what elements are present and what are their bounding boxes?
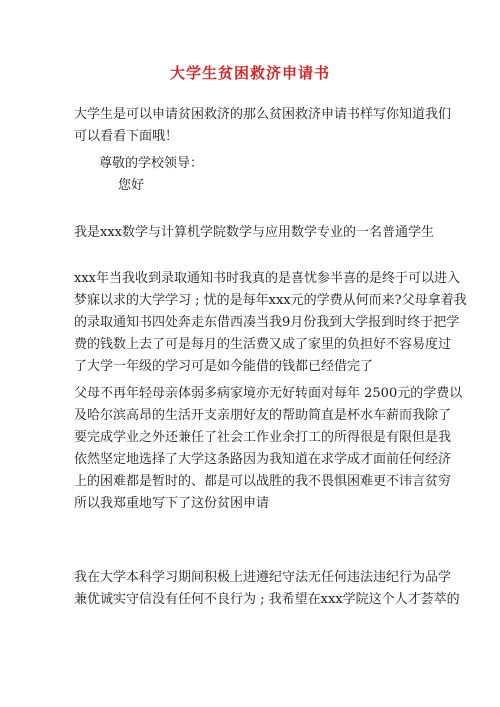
body-paragraph-3 bbox=[74, 383, 463, 515]
paragraph-line: 上的困难都是暂时的、都是可以战胜的我不畏惧困难更不讳言贫穷 bbox=[74, 474, 452, 489]
intro-line: 可以看看下面哦！ bbox=[74, 129, 179, 144]
paragraph-line: 父母不再年轻母亲体弱多病家境亦无好转面对每年 2500元的学费以 bbox=[74, 386, 463, 401]
greeting bbox=[118, 175, 478, 197]
body-paragraph-2 bbox=[74, 268, 467, 378]
salutation-text: 尊敬的学校领导： bbox=[99, 156, 204, 171]
paragraph-line: 费的钱数上去了可是每月的生活费又成了家里的负担好不容易度过 bbox=[74, 337, 452, 352]
paragraph-line: 我在大学本科学习期间积极上进遵纪守法无任何违法违纪行为品学 bbox=[74, 570, 452, 585]
document-title: 大学生贫困救济申请书 bbox=[169, 64, 330, 82]
paragraph-line: 我是xxx数学与计算机学院数学与应用数学专业的一名普通学生 bbox=[74, 225, 434, 240]
paragraph-line: 兼优诚实守信没有任何不良行为 ; 我希望在xxx学院这个人才荟萃的 bbox=[74, 592, 460, 607]
paragraph-line: 的录取通知书四处奔走东借西凑当我9月份我到大学报到时终于把学 bbox=[74, 315, 460, 330]
paragraph-line: 了大学一年级的学习可是如今能借的钱都已经借完了 bbox=[74, 359, 374, 374]
paragraph-line: 依然坚定地选择了大学这条路因为我知道在求学成才面前任何经济 bbox=[74, 452, 452, 467]
body-paragraph-4 bbox=[74, 567, 460, 611]
paragraph-line: 所以我郑重地写下了这份贫困申请 bbox=[74, 496, 270, 511]
intro-paragraph bbox=[74, 104, 452, 148]
paragraph-line: 要完成学业之外还兼任了社会工作业余打工的所得很是有限但是我 bbox=[74, 430, 452, 445]
paragraph-line: 梦寐以求的大学学习 ; 忧的是每年xxx元的学费从何而来?父母拿着我 bbox=[74, 293, 467, 308]
body-paragraph-1 bbox=[74, 222, 434, 244]
greeting-text: 您好 bbox=[118, 178, 145, 193]
paragraph-line: 及哈尔滨高昂的生活开支亲朋好友的帮助简直是杯水车薪而我除了 bbox=[74, 408, 452, 423]
intro-line: 大学生是可以申请贫困救济的那么贫困救济申请书样写你知道我们 bbox=[74, 107, 452, 122]
paragraph-line: xxx年当我收到录取通知书时我真的是喜忧参半喜的是终于可以进入 bbox=[74, 271, 460, 286]
salutation bbox=[99, 153, 459, 175]
